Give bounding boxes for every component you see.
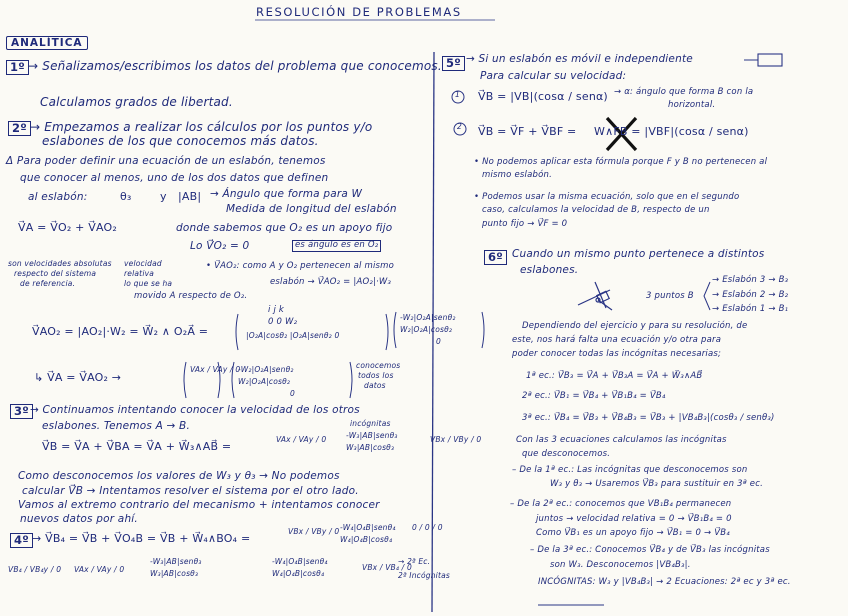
step-5-note-5: punto fijo → V⃗F = 0 bbox=[482, 219, 568, 229]
va-vector: VAx / VAy / 0 bbox=[190, 365, 241, 374]
conclusion-9: son W₃. Desconocemos |VB₄B₃|. bbox=[550, 560, 691, 570]
step-3-result-1: -W₃|AB|senθ₃ bbox=[346, 431, 398, 440]
unknowns-label: incógnitas bbox=[350, 419, 391, 428]
matrix-row-2: 0 0 W₂ bbox=[268, 317, 298, 327]
relative-note-4: movido A respecto de O₂. bbox=[134, 291, 248, 301]
conclusion-5: – De la 2ª ec.: conocemos que VB₁B₄ permanecen bbox=[510, 499, 732, 509]
step-4-vb: VBx / VB₄ / 0 bbox=[362, 563, 412, 572]
step-5-note-4: caso, calculamos la velocidad de B, respecto de un bbox=[482, 205, 710, 215]
case-1-note: → α: ángulo que forma B con la bbox=[614, 87, 754, 97]
page-title: RESOLUCIÓN DE PROBLEMAS bbox=[256, 5, 462, 19]
step-6-text: Cuando un mismo punto pertenece a distintos bbox=[512, 248, 765, 260]
known-note-2: todos los bbox=[358, 371, 394, 380]
step-3-equation: V⃗B = V⃗A + V⃗BA = V⃗A + W⃗₃∧AB⃗ = bbox=[42, 440, 232, 453]
step-3-number: 3º bbox=[10, 404, 33, 419]
vao2-equation: V⃗AO₂ = |AO₂|·W₂ = W⃗₂ ∧ O₂A⃗ = bbox=[32, 325, 209, 338]
vao2-note-1: • V⃗AO₂: como A y O₂ pertenecen al mismo bbox=[206, 261, 395, 271]
step-3-text: → Continuamos intentando conocer la velocidad de los otros bbox=[30, 404, 360, 416]
step-5-text: → Si un eslabón es móvil e independiente bbox=[466, 53, 693, 65]
relative-note-1: velocidad bbox=[124, 259, 162, 268]
section-label: ANALÍTICA bbox=[6, 36, 88, 50]
step-5-number: 5º bbox=[442, 56, 465, 71]
conclusion-2: que desconocemos. bbox=[522, 449, 611, 459]
link-2-point: → Eslabón 2 → B₂ bbox=[712, 290, 789, 300]
conclusion-7: Como V⃗B₁ es un apoyo fijo → V⃗B₁ = 0 → V⃗B₄ bbox=[536, 528, 730, 538]
case-2-equation-2: W∧FB = |VBF|(cosα / senα) bbox=[594, 125, 749, 138]
step-1-number: 1º bbox=[6, 60, 29, 75]
step-4-w3-1: -W₃|AB|senθ₃ bbox=[150, 557, 202, 566]
step-3-vector: VAx / VAy / 0 bbox=[276, 435, 327, 444]
va-boxed-note: es ángulo es en O₂ bbox=[292, 240, 381, 252]
step-4-w3-2: W₃|AB|cosθ₃ bbox=[150, 569, 199, 578]
conclusion-8: – De la 3ª ec.: Conocemos V⃗B₄ y de V⃗B₃ las incógnitas bbox=[530, 545, 770, 555]
step-3-vb: VBx / VBy / 0 bbox=[430, 435, 482, 444]
case-2-equation: V⃗B = V⃗F + V⃗BF = bbox=[478, 125, 577, 138]
step-5-note-1: • No podemos aplicar esta fórmula porque F y B no pertenecen al bbox=[474, 157, 768, 167]
va-final: ↳ V⃗A = V⃗AO₂ → bbox=[34, 371, 122, 384]
step-1-text-2: Calculamos grados de libertad. bbox=[40, 95, 233, 109]
absolute-note-2: respecto del sistema bbox=[14, 269, 97, 278]
matrix-ijk: i j k bbox=[268, 305, 285, 315]
step-4-result-1: -W₄|O₄B|senθ₄ bbox=[340, 523, 396, 532]
step-3-text-2: eslabones. Tenemos A → B. bbox=[42, 420, 190, 432]
step-4-vector: VBx / VBy / 0 bbox=[288, 527, 340, 536]
absolute-note-1: son velocidades absolutas bbox=[8, 259, 112, 268]
equation-3: 3ª ec.: V⃗B₄ = V⃗B₃ + V⃗B₄B₃ = V⃗B₃ + |VB₄B₃|(cosθ₃ / senθ₃) bbox=[522, 413, 775, 423]
step-4-w4-1: -W₄|O₄B|senθ₄ bbox=[272, 557, 328, 566]
absolute-note-3: de referencia. bbox=[20, 279, 76, 288]
step-4-vb4: VB₄ / VB₄y / 0 bbox=[8, 565, 62, 574]
step-4-va: VAx / VAy / 0 bbox=[74, 565, 125, 574]
ab-symbol: |AB| bbox=[178, 190, 202, 203]
step-3-para-1: Como desconocemos los valores de W₃ y θ₃ → No podemos bbox=[18, 470, 340, 482]
theta-symbol: θ₃ bbox=[120, 190, 132, 203]
step-5-note-2: mismo eslabón. bbox=[482, 170, 552, 180]
case-1-note-2: horizontal. bbox=[668, 100, 716, 110]
equation-2: 2ª ec.: V⃗B₁ = V⃗B₄ + V⃗B₁B₄ = V⃗B₄ bbox=[522, 391, 666, 401]
note-definition-1: Δ Para poder definir una ecuación de un eslabón, tenemos bbox=[6, 155, 326, 167]
step-5-text-2: Para calcular su velocidad: bbox=[480, 70, 627, 82]
unknowns-summary: INCÓGNITAS: W₃ y |VB₄B₃| → 2 Ecuaciones: 2ª ec y 3ª ec. bbox=[538, 577, 791, 587]
case-1-equation: V⃗B = |VB|(cosα / senα) bbox=[478, 90, 608, 103]
step-3-para-4: nuevos datos por ahí. bbox=[20, 513, 138, 525]
case-2-marker: 2 bbox=[457, 122, 462, 131]
va-equation: V⃗A = V⃗O₂ + V⃗AO₂ bbox=[18, 221, 117, 234]
known-note-3: datos bbox=[364, 381, 386, 390]
step-3-para-2: calcular V⃗B → Intentamos resolver el sistema por el otro lado. bbox=[22, 485, 359, 497]
case-1-marker: 1 bbox=[455, 90, 460, 99]
relative-note-2: relativa bbox=[124, 269, 155, 278]
three-points-label: 3 puntos B bbox=[646, 291, 694, 301]
va-note: donde sabemos que O₂ es un apoyo fijo bbox=[176, 222, 393, 234]
va-result-3: 0 bbox=[290, 389, 295, 398]
conclusion-4: W₃ y θ₃ → Usaremos V⃗B₃ para sustituir en 3ª ec. bbox=[550, 479, 763, 489]
step-5-note-3: • Podemos usar la misma ecuación, solo que en el segundo bbox=[474, 192, 740, 202]
vao2-note-2: eslabón → V⃗AO₂ = |AO₂|·W₃ bbox=[270, 277, 392, 287]
note-definition-3: al eslabón: bbox=[28, 191, 88, 203]
step-6-desc-1: Dependiendo del ejercicio y para su resolución, de bbox=[522, 321, 748, 331]
va-result-1: -W₂|O₂A|senθ₂ bbox=[238, 365, 294, 374]
step-4-eq-count: → 2ª Ec. bbox=[398, 557, 431, 566]
matrix-result-2: W₂|O₂A|cosθ₂ bbox=[400, 325, 453, 334]
step-6-desc-2: este, nos hará falta una ecuación y/o otra para bbox=[512, 335, 722, 345]
step-4-result-2: W₄|O₄B|cosθ₄ bbox=[340, 535, 393, 544]
mechanism-sketch bbox=[578, 282, 612, 310]
relative-note-3: lo que se ha bbox=[124, 279, 173, 288]
step-6-text-2: eslabones. bbox=[520, 264, 579, 276]
conclusion-3: – De la 1ª ec.: Las incógnitas que desconocemos son bbox=[512, 465, 748, 475]
note-definition-2: que conocer al menos, uno de los dos datos que definen bbox=[20, 172, 329, 184]
link-sketch bbox=[758, 54, 782, 66]
step-4-zero: 0 / 0 / 0 bbox=[412, 523, 443, 532]
definition-angle: → Ángulo que forma para W bbox=[210, 188, 363, 200]
step-4-unknown-count: 2ª Incógnitas bbox=[398, 571, 451, 580]
matrix-result-3: 0 bbox=[436, 337, 441, 346]
definition-length: Medida de longitud del eslabón bbox=[226, 203, 397, 215]
link-3-point: → Eslabón 3 → B₃ bbox=[712, 275, 789, 285]
step-1-text: → Señalizamos/escribimos los datos del problema que conocemos. bbox=[28, 59, 442, 73]
step-6-number: 6º bbox=[484, 250, 507, 265]
step-6-desc-3: poder conocer todas las incógnitas necesarias; bbox=[512, 349, 722, 359]
link-1-point: → Eslabón 1 → B₁ bbox=[712, 304, 789, 314]
conclusion-6: juntos → velocidad relativa = 0 → V⃗B₁B₄ = 0 bbox=[536, 514, 732, 524]
conclusion-1: Con las 3 ecuaciones calculamos las incógnitas bbox=[516, 435, 727, 445]
step-2-text-2: eslabones de los que conocemos más datos. bbox=[42, 134, 319, 148]
and-word: y bbox=[160, 190, 167, 203]
step-3-result-2: W₃|AB|cosθ₃ bbox=[346, 443, 395, 452]
va-result-2: W₂|O₂A|cosθ₂ bbox=[238, 377, 291, 386]
matrix-row-3: |O₂A|cosθ₂ |O₂A|senθ₂ 0 bbox=[246, 331, 340, 340]
step-4-equation: → V⃗B₄ = V⃗B + V⃗O₄B = V⃗B + W⃗₄∧BO₄ = bbox=[32, 532, 251, 545]
step-2-text: → Empezamos a realizar los cálculos por los puntos y/o bbox=[30, 120, 373, 134]
step-2-number: 2º bbox=[8, 121, 31, 136]
va-note-2: Lo V⃗O₂ = 0 bbox=[190, 240, 250, 252]
matrix-result-1: -W₂|O₂A|senθ₂ bbox=[400, 313, 456, 322]
known-note-1: conocemos bbox=[356, 361, 401, 370]
equation-1: 1ª ec.: V⃗B₃ = V⃗A + V⃗B₃A = V⃗A + W⃗₃∧AB⃗ bbox=[526, 371, 703, 381]
step-4-w4-2: W₄|O₄B|cosθ₄ bbox=[272, 569, 325, 578]
step-4-number: 4º bbox=[10, 533, 33, 548]
step-3-para-3: Vamos al extremo contrario del mecanismo + intentamos conocer bbox=[18, 499, 380, 511]
